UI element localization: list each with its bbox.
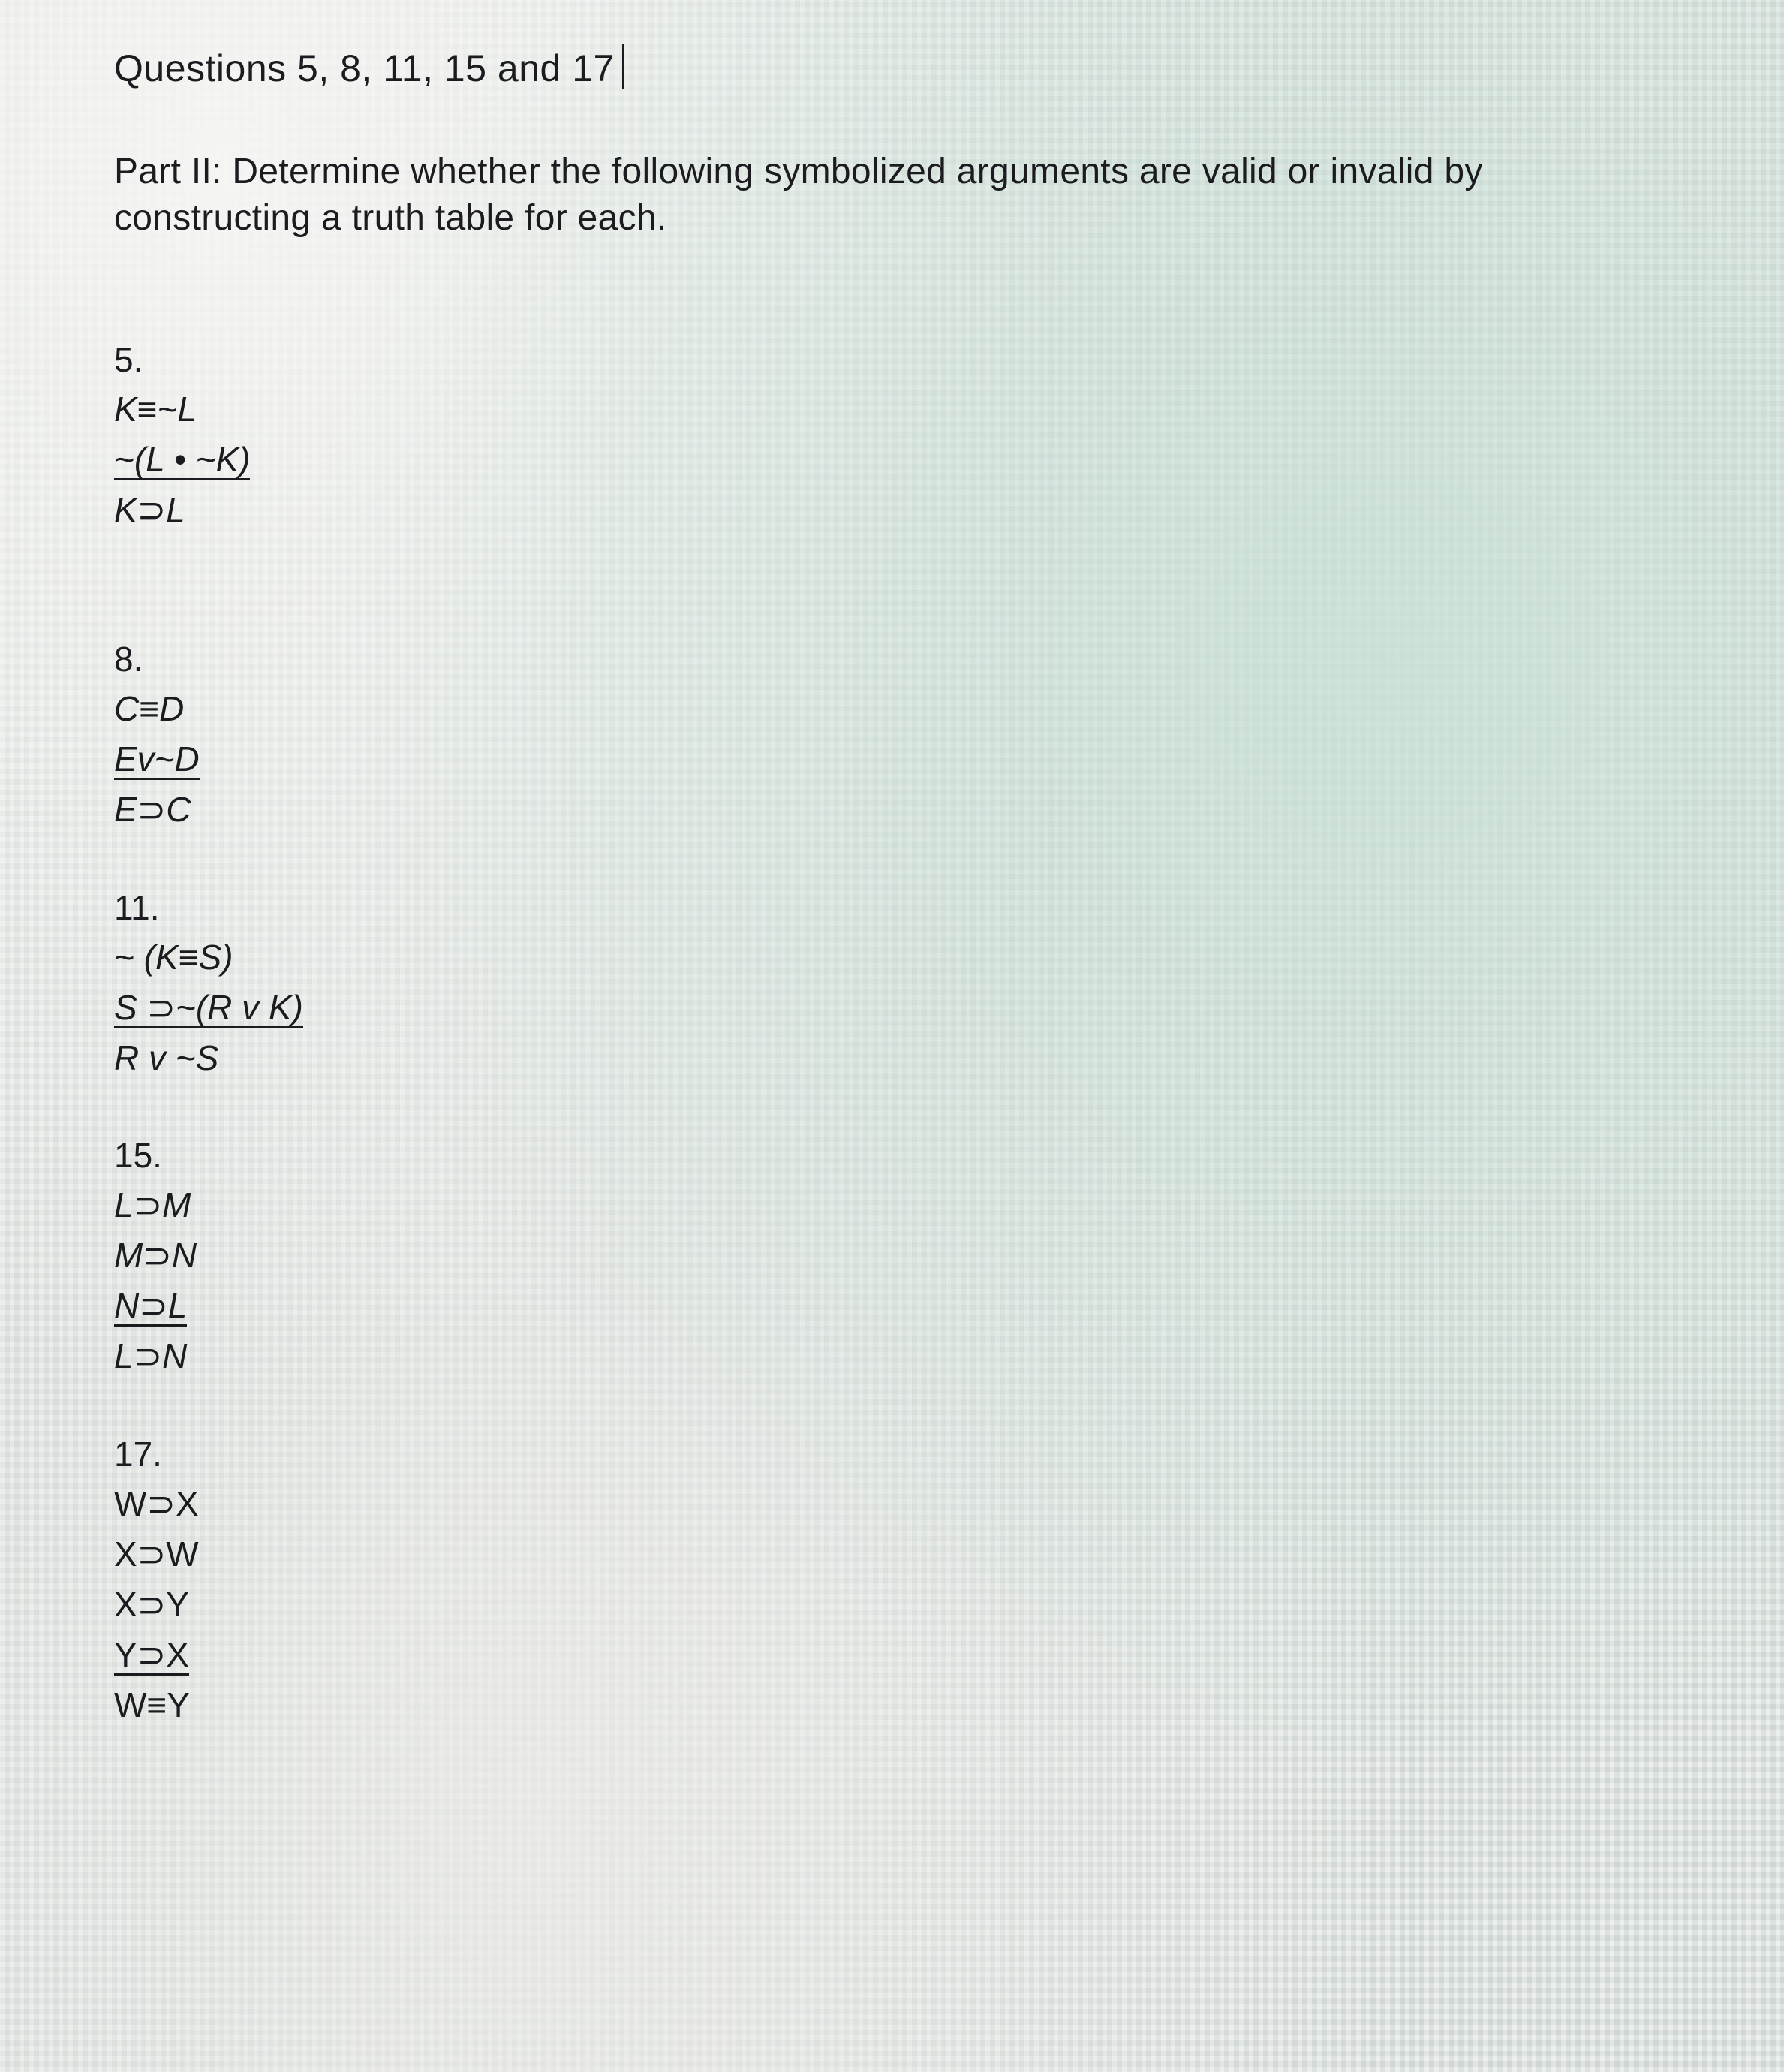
premise-2: ~(L • ~K) [114,440,251,479]
premise-1: K≡~L [114,390,197,429]
problem-number: 15. [114,1136,162,1175]
problem-number: 8. [114,640,143,679]
premise-3: X⊃Y [114,1585,189,1624]
conclusion: W≡Y [114,1685,190,1724]
premise-1: W⊃X [114,1484,199,1523]
problem-8 [114,634,200,835]
text-cursor [622,44,624,89]
premise-1: C≡D [114,689,185,728]
problem-17 [114,1429,199,1730]
premise-4: Y⊃X [114,1635,189,1674]
problem-number: 17. [114,1435,162,1474]
problem-15 [114,1131,197,1381]
premise-2: M⊃N [114,1236,197,1275]
premise-2: S ⊃~(R v K) [114,988,303,1027]
heading-text: Questions 5, 8, 11, 15 and 17 [114,47,615,89]
problem-11 [114,883,303,1083]
conclusion: R v ~S [114,1038,219,1077]
problem-number: 11. [114,888,160,927]
premise-2: X⊃W [114,1534,199,1574]
conclusion: K⊃L [114,490,185,529]
problem-number: 5. [114,340,143,379]
conclusion: E⊃C [114,790,191,829]
premise-2: Ev~D [114,739,200,779]
premise-1: ~ (K≡S) [114,938,233,977]
page-heading [114,44,624,90]
instructions-text: Part II: Determine whether the following symbolized arguments are valid or invalid by constructing a truth table for each. [114,152,1483,238]
problem-5 [114,335,250,535]
conclusion: L⊃N [114,1336,188,1375]
premise-3: N⊃L [114,1286,188,1325]
premise-1: L⊃M [114,1185,191,1224]
